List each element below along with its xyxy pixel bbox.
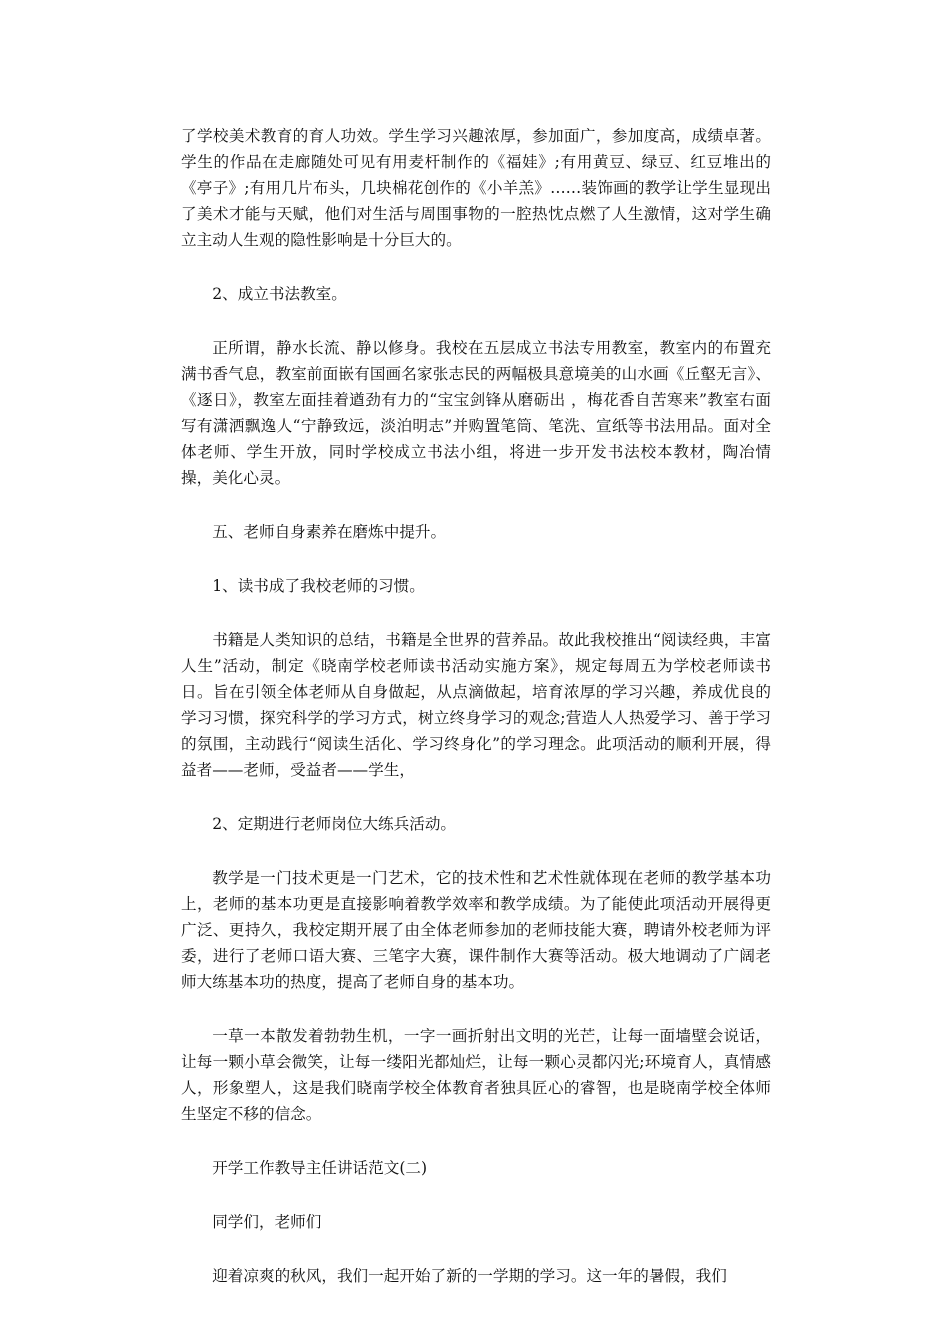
paragraph-school-environment: 一草一本散发着勃勃生机，一字一画折射出文明的光芒，让每一面墙壁会说话，让每一颗小草会微笑，让每一缕阳光都灿烂，让每一颗心灵都闪光;环境育人，真情感人，形象塑人，这是我们晓南学校全体教育者独具匠心的睿智，也是晓南学校全体师生坚定不移的信念。: [181, 1027, 771, 1123]
heading-speech-title: 开学工作教导主任讲话范文(二): [212, 1159, 428, 1177]
heading-skills-training: 2、定期进行老师岗位大练兵活动。: [212, 815, 457, 833]
heading-calligraphy-room: 2、成立书法教室。: [212, 285, 347, 303]
paragraph-skills-training: 教学是一门技术更是一门艺术，它的技术性和艺术性就体现在老师的教学基本功上，老师的基本功更是直接影响着教学效率和教学成绩。为了能使此项活动开展得更广泛、更持久，我校定期开展了由全体老师参加的老师技能大赛，聘请外校老师为评委，进行了老师口语大赛、三笔字大赛，课件制作大赛等活动。极大地调动了广阔老师大练基本功的热度，提高了老师自身的基本功。: [181, 869, 771, 991]
paragraph-art-education-results: 了学校美术教育的育人功效。学生学习兴趣浓厚，参加面广，参加度高，成绩卓著。学生的作品在走廊随处可见有用麦杆制作的《福娃》;有用黄豆、绿豆、红豆堆出的《亭子》;有用几片布头，几块棉花创作的《小羊羔》……装饰画的教学让学生显现出了美术才能与天赋，他们对生活与周围事物的一腔热忱点燃了人生激情，这对学生确立主动人生观的隐性影响是十分巨大的。: [181, 127, 771, 249]
heading-reading-habit: 1、读书成了我校老师的习惯。: [212, 577, 425, 595]
heading-teacher-quality: 五、老师自身素养在磨炼中提升。: [212, 523, 447, 541]
paragraph-speech-opening: 迎着凉爽的秋风，我们一起开始了新的一学期的学习。这一年的暑假，我们: [212, 1267, 727, 1285]
document-body: [181, 123, 771, 1317]
paragraph-calligraphy-room: 正所谓，静水长流、静以修身。我校在五层成立书法专用教室，教室内的布置充满书香气息，教室前面嵌有国画名家张志民的两幅极具意境美的山水画《丘壑无言》、《逐日》，教室左面挂着遒劲有力的“宝宝剑锋从磨砺出 ，梅花香自苦寒来”教室右面写有潇洒飘逸人“宁静致远，淡泊明志”并购置笔筒、笔洗、宣纸等书法用品。面对全体老师、学生开放，同时学校成立书法小组，将进一步开发书法校本教材，陶冶情操，美化心灵。: [181, 339, 771, 487]
paragraph-reading-habit: 书籍是人类知识的总结，书籍是全世界的营养品。故此我校推出“阅读经典，丰富人生”活动，制定《晓南学校老师读书活动实施方案》，规定每周五为学校老师读书日。旨在引领全体老师从自身做起，从点滴做起，培育浓厚的学习兴趣，养成优良的学习习惯，探究科学的学习方式，树立终身学习的观念;营造人人热爱学习、善于学习的氛围，主动践行“阅读生活化、学习终身化”的学习理念。此项活动的顺利开展，得益者——老师，受益者——学生，: [181, 631, 771, 779]
paragraph-greeting: 同学们，老师们: [212, 1213, 322, 1231]
